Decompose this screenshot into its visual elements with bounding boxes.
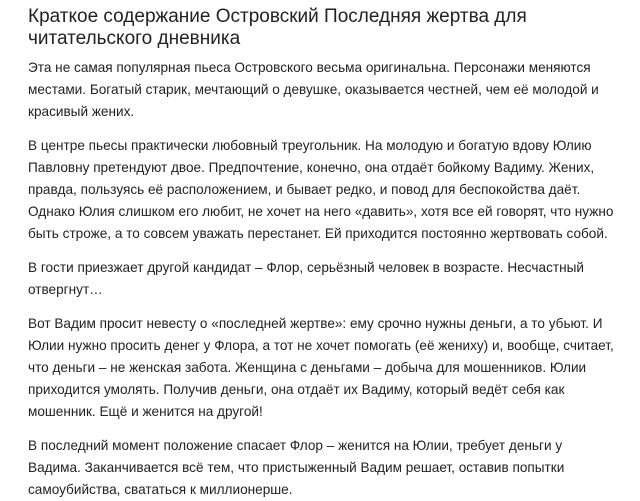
paragraph-triangle: В центре пьесы практически любовный треугольник. На молодую и богатую вдову Юлию Павловну претендуют двое. Предпочтение, конечно, она отдаёт бойкому Вадиму. Жених, правда, пользуясь её расположением, и бывает редко, и повод для беспокойства даёт. Однако Юлия слишком его любит, не хочет на него «давить», хотя все ей говорят, что нужно быть строже, а то совсем уважать перестанет. Ей приходится постоянно жертвовать собой. xyxy=(28,138,614,241)
paragraph-ending: В последний момент положение спасает Флор – женится на Юлии, требует деньги у Вадима. Заканчивается всё тем, что пристыженный Вадим решает, оставив попытки самоубийства, свататься к миллионерше. xyxy=(28,438,565,497)
paragraph-last-sacrifice: Вот Вадим просит невесту о «последней жертве»: ему срочно нужны деньги, а то убьют. И Юлии нужно просить денег у Флора, а тот не хочет помогать (её жениху) и, вообще, считает, что деньги – не женская забота. Женщина с деньгами – добыча для мошенников. Юлии приходится умолять. Получив деньги, она отдаёт их Вадиму, который ведёт себя как мошенник. Ещё и женится на другой! xyxy=(28,316,614,419)
paragraph-flor-visit: В гости приезжает другой кандидат – Флор, серьёзный человек в возрасте. Несчастный отвергнут… xyxy=(28,260,584,297)
paragraph-intro: Эта не самая популярная пьеса Островского весьма оригинальна. Персонажи меняются местами. Богатый старик, мечтающий о девушке, оказывается честней, чем её молодой и красивый жених. xyxy=(28,60,599,119)
article-title: Краткое содержание Островский Последняя жертва для читательского дневника xyxy=(28,6,527,49)
